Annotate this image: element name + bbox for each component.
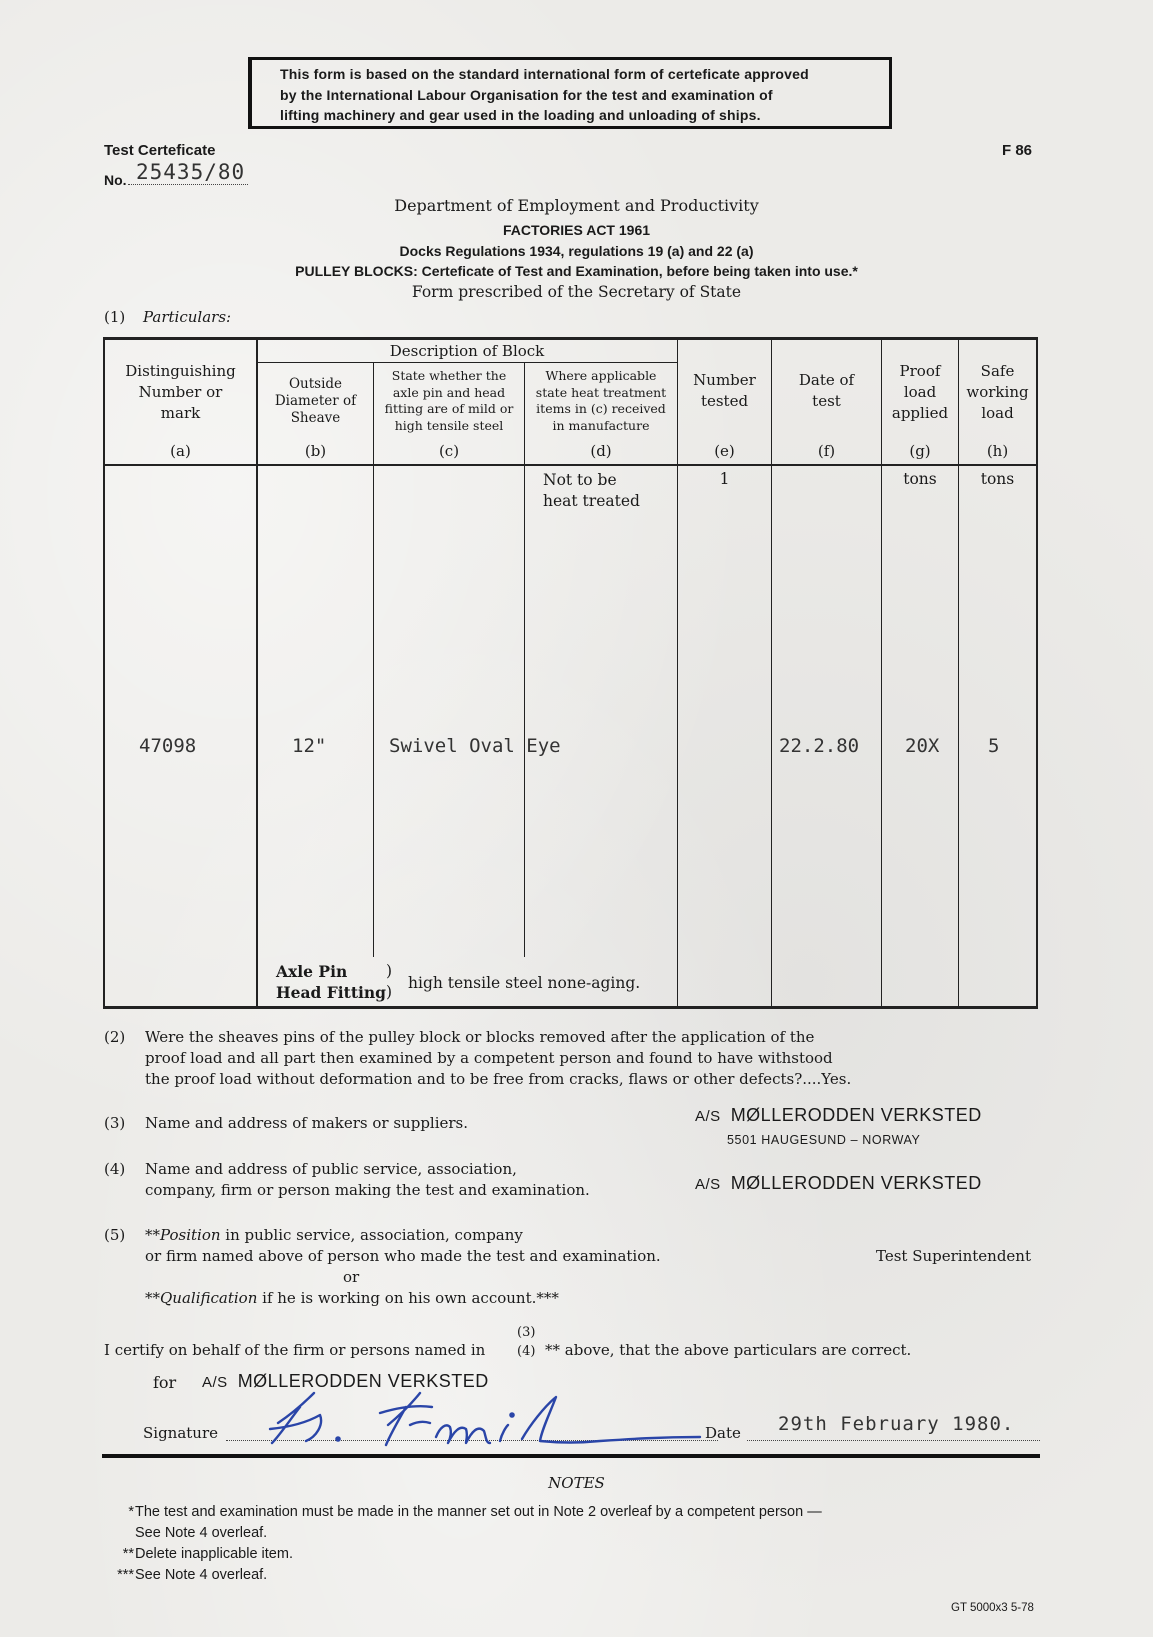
certify-text-after: ** above, that the above particulars are correct. [545, 1341, 912, 1359]
certify-company-name: MØLLERODDEN VERKSTED [237, 1371, 489, 1391]
prescribed-line: Form prescribed of the Secretary of State [411, 283, 742, 301]
col-header-line: state heat treatment [535, 384, 667, 400]
as-prefix: A/S [202, 1374, 228, 1391]
col-header-a [105, 361, 256, 424]
qualification-label: Qualification [160, 1289, 258, 1307]
act-title: FACTORIES ACT 1961 [502, 222, 651, 238]
table-header-rule [103, 464, 1038, 466]
col-border [256, 337, 258, 1009]
q4-text [145, 1159, 590, 1201]
q4-number: (4) [104, 1160, 126, 1178]
ilo-notice-box [248, 57, 892, 129]
certificate-number: 25435/80 [136, 160, 246, 184]
col-letter-f: (f) [817, 442, 836, 460]
q5-line1 [145, 1225, 523, 1246]
col-border [881, 337, 882, 1009]
certify-date: 29th February 1980. [778, 1413, 1015, 1435]
col-header-line: State whether the [391, 368, 507, 383]
col-header-e [678, 370, 771, 412]
col-header-line: Safe [980, 362, 1015, 380]
q5-number: (5) [104, 1226, 126, 1244]
note-text: See Note 4 overleaf. [135, 1567, 268, 1583]
note-text: Delete inapplicable item. [135, 1546, 293, 1562]
note-text: See Note 4 overleaf. [135, 1525, 268, 1541]
col-letter-d: (d) [590, 442, 612, 460]
fitting-description: Swivel Oval Eye [389, 735, 561, 757]
note-marker: ** [122, 1546, 134, 1562]
safe-working-load-value: 5 [988, 735, 1000, 757]
col-header-line: Outside [288, 376, 343, 392]
ilo-notice-line: lifting machinery and gear used in the loading and unloading of ships. [280, 107, 761, 123]
number-dotted-line [128, 184, 248, 185]
department-title: Department of Employment and Productivity [394, 196, 759, 215]
col-letter-b: (b) [304, 442, 327, 460]
table-top-rule [103, 337, 1038, 340]
particulars-label: Particulars: [143, 308, 232, 326]
steel-spec: high tensile steel none-aging. [408, 974, 641, 992]
col-header-line: Sheave [290, 410, 341, 426]
col-header-h [959, 361, 1036, 424]
q2-number: (2) [104, 1028, 126, 1046]
q3-text: Name and address of makers or suppliers. [145, 1114, 469, 1132]
q5-or: or [343, 1268, 360, 1286]
number-label: No. [104, 172, 127, 188]
ref-4: (4) [517, 1344, 536, 1359]
group-header-description: Description of Block [389, 342, 545, 360]
brace-top: ) [386, 962, 393, 980]
note-text: The test and examination must be made in the manner set out in Note 2 overleaf by a competent person — [135, 1504, 822, 1520]
tester-name [695, 1173, 982, 1194]
heat-treatment-note [543, 470, 640, 512]
signature-strokes [270, 1393, 700, 1445]
heat-treatment-line: heat treated [543, 492, 640, 510]
col-header-line: in manufacture [552, 417, 650, 433]
col-header-line: Distinguishing [125, 362, 236, 380]
col-header-line: axle pin and head [392, 384, 506, 400]
col-header-line: items in (c) received [536, 401, 666, 416]
col-header-line: fitting are of mild or [384, 401, 514, 416]
col-header-line: mark [160, 404, 201, 422]
form-title: PULLEY BLOCKS: Certeficate of Test and Examination, before being taken into use.* [295, 263, 858, 279]
q2-line: proof load and all part then examined by a competent person and found to have withstood [145, 1049, 833, 1067]
col-header-line: Proof [899, 362, 941, 380]
col-letter-a: (a) [170, 442, 191, 460]
col-border [958, 337, 959, 1009]
head-fitting-label: Head Fitting [276, 983, 386, 1002]
q3-number: (3) [104, 1114, 126, 1132]
sheave-diameter: 12" [292, 735, 327, 757]
col-header-line: load [981, 404, 1014, 422]
q2-text [145, 1027, 851, 1090]
print-code: GT 5000x3 5-78 [951, 1602, 1034, 1614]
col-letter-g: (g) [909, 442, 931, 460]
double-asterisk: ** [145, 1226, 160, 1244]
col-letter-c: (c) [438, 442, 460, 460]
particulars-number: (1) [104, 308, 126, 326]
form-code: F 86 [1002, 142, 1033, 159]
col-header-line: Number or [138, 383, 223, 401]
axle-pin-label: Axle Pin [276, 962, 348, 981]
brace [386, 961, 392, 1003]
q4-line: company, firm or person making the test and examination. [145, 1181, 590, 1199]
q5-line1-rest: in public service, association, company [220, 1226, 523, 1244]
position-label: Position [160, 1226, 221, 1244]
proof-load-unit: tons [903, 470, 937, 488]
col-letter-h: (h) [986, 442, 1009, 460]
col-header-line: applied [891, 404, 949, 422]
col-header-b [258, 376, 373, 427]
date-label: Date [705, 1424, 741, 1442]
notes-title: NOTES [548, 1474, 605, 1492]
col-letter-e: (e) [714, 442, 735, 460]
table-bottom-rule [103, 1006, 1038, 1009]
maker-address: 5501 HAUGESUND – NORWAY [727, 1133, 921, 1147]
q5-line2: or firm named above of person who made the test and examination. [145, 1247, 661, 1265]
double-asterisk: ** [145, 1289, 160, 1307]
position-answer: Test Superintendent [876, 1247, 1031, 1265]
certificate-label: Test Certeficate [104, 142, 216, 159]
number-tested-value: 1 [719, 470, 730, 488]
brace-bottom: ) [386, 983, 393, 1001]
col-border [771, 337, 772, 1009]
col-header-line: load [903, 383, 937, 401]
q2-line: the proof load without deformation and to be free from cracks, flaws or other defects?....Yes. [145, 1070, 852, 1088]
as-prefix: A/S [695, 1108, 721, 1125]
col-header-line: Diameter of [274, 393, 357, 409]
q4-line: Name and address of public service, association, [145, 1160, 517, 1178]
proof-load-value: 20X [905, 735, 940, 757]
axle-pin-labels [276, 961, 386, 1003]
col-header-line: test [812, 392, 841, 410]
col-header-line: Date of [798, 371, 855, 389]
col-header-c [374, 368, 524, 434]
col-header-d [525, 368, 677, 434]
col-header-line: Where applicable [545, 368, 657, 383]
maker-company: MØLLERODDEN VERKSTED [730, 1105, 982, 1125]
col-header-line: high tensile steel [394, 417, 504, 433]
col-header-f [772, 370, 881, 412]
col-border [103, 337, 105, 1009]
notes-divider [102, 1454, 1040, 1458]
col-header-line: tested [700, 392, 749, 410]
col-border [1036, 337, 1038, 1009]
ilo-notice-line: This form is based on the standard international form of certeficate approved [280, 66, 809, 82]
q5-line3 [145, 1288, 559, 1309]
note-marker: * [128, 1504, 134, 1520]
note-marker: *** [117, 1567, 134, 1583]
col-header-line: working [966, 383, 1029, 401]
distinguishing-number: 47098 [139, 735, 197, 757]
group-header-rule [257, 362, 677, 363]
safe-load-unit: tons [980, 470, 1015, 488]
q2-line: Were the sheaves pins of the pulley block or blocks removed after the application of the [145, 1028, 815, 1046]
col-border [677, 337, 678, 1009]
col-header-line: Number [693, 371, 756, 389]
heat-treatment-line: Not to be [543, 471, 617, 489]
signature-image [260, 1385, 730, 1450]
ref-3: (3) [517, 1325, 536, 1340]
maker-name [695, 1105, 982, 1126]
as-prefix: A/S [695, 1176, 721, 1193]
signature-label: Signature [143, 1424, 219, 1442]
regulations-title: Docks Regulations 1934, regulations 19 (a) and 22 (a) [399, 243, 754, 259]
date-of-test: 22.2.80 [779, 735, 860, 757]
certify-refs [517, 1323, 535, 1361]
tester-company: MØLLERODDEN VERKSTED [730, 1173, 982, 1193]
for-label: for [153, 1373, 177, 1392]
ilo-notice-line: by the International Labour Organisation for the test and examination of [280, 86, 773, 103]
q5-line3-rest: if he is working on his own account.*** [257, 1289, 559, 1307]
col-header-g [882, 361, 958, 424]
certify-text-before: I certify on behalf of the firm or persons named in [104, 1341, 486, 1359]
date-line [747, 1440, 1040, 1441]
